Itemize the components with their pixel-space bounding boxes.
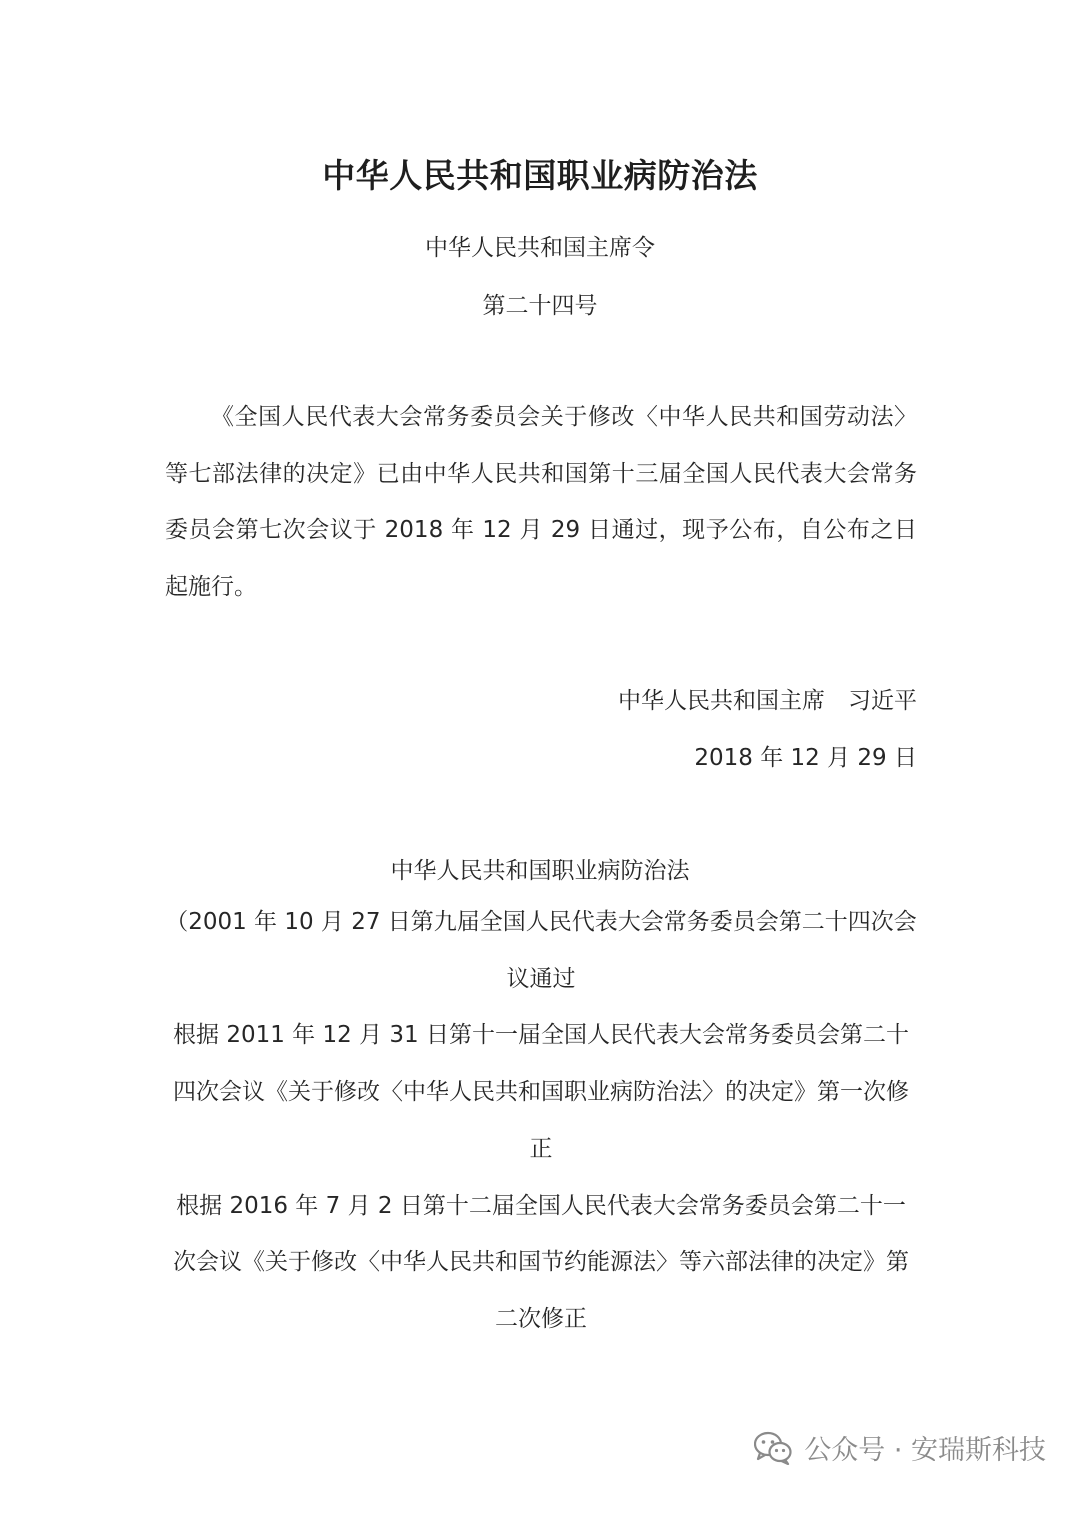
announcement-paragraph: 《全国人民代表大会常务委员会关于修改〈中华人民共和国劳动法〉等七部法律的决定》已由中华人民共和国第十三届全国人民代表大会常务委员会第七次会议于 2018 年 12 月 29 日通过，现予公布，自公布之日起施行。 — [165, 404, 917, 601]
signature-date: 2018 年 12 月 29 日 — [694, 745, 917, 771]
amendment-history — [165, 894, 917, 1348]
history-entry: （2001 年 10 月 27 日第九届全国人民代表大会常务委员会第二十四次会议通过 — [165, 909, 917, 992]
history-entry: 根据 2011 年 12 月 31 日第十一届全国人民代表大会常务委员会第二十四次会议《关于修改〈中华人民共和国职业病防治法〉的决定》第一次修正 — [173, 1022, 909, 1162]
law-name: 中华人民共和国职业病防治法 — [390, 858, 690, 884]
signature: 中华人民共和国主席 习近平 — [618, 688, 917, 714]
wechat-icon — [754, 1431, 792, 1465]
watermark-text: 公众号 · 安瑞斯科技 — [804, 1435, 1046, 1466]
history-entry: 根据 2016 年 7 月 2 日第十二届全国人民代表大会常务委员会第二十一次会议《关于修改〈中华人民共和国节约能源法〉等六部法律的决定》第二次修正 — [173, 1192, 909, 1332]
order-number: 第二十四号 — [482, 293, 598, 319]
order-issuer: 中华人民共和国主席令 — [425, 235, 655, 261]
document-title: 中华人民共和国职业病防治法 — [322, 156, 758, 195]
watermark — [754, 1428, 1046, 1467]
